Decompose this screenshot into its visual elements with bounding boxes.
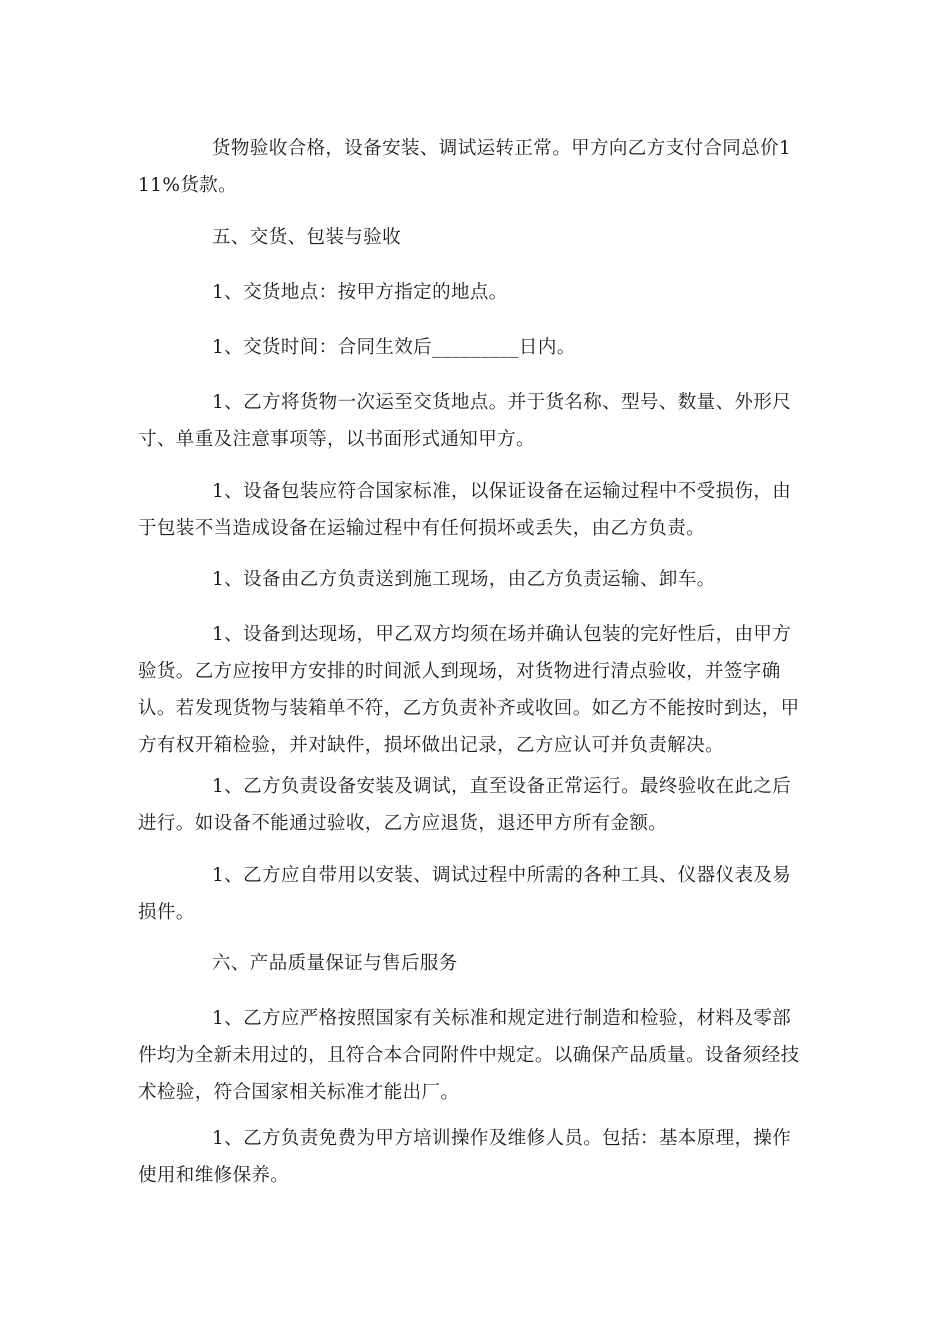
paragraph-delivery-time: 1、交货时间：合同生效后_________日内。 — [212, 337, 576, 358]
paragraph-delivery-location: 1、交货地点：按甲方指定的地点。 — [212, 282, 508, 303]
paragraph-tools: 1、乙方应自带用以安装、调试过程中所需的各种工具、仪器仪表及易损件。 — [138, 865, 792, 923]
section-heading-delivery: 五、交货、包装与验收 — [212, 227, 402, 248]
paragraph-installation: 1、乙方负责设备安装及调试，直至设备正常运行。最终验收在此之后进行。如设备不能通过验收，乙方应退货，退还甲方所有金额。 — [138, 776, 792, 834]
paragraph-packaging: 1、设备包装应符合国家标准，以保证设备在运输过程中不受损伤，由于包装不当造成设备在运输过程中有任何损坏或丢失，由乙方负责。 — [138, 481, 792, 539]
section-heading-quality: 六、产品质量保证与售后服务 — [212, 953, 458, 974]
paragraph-transport: 1、设备由乙方负责送到施工现场，由乙方负责运输、卸车。 — [212, 569, 716, 590]
paragraph-training: 1、乙方负责免费为甲方培训操作及维修人员。包括：基本原理，操作使用和维修保养。 — [138, 1128, 792, 1186]
paragraph-payment-acceptance: 货物验收合格，设备安装、调试运转正常。甲方向乙方支付合同总价111%货款。 — [138, 138, 792, 196]
paragraph-quality-standards: 1、乙方应严格按照国家有关标准和规定进行制造和检验，材料及零部件均为全新未用过的，且符合本合同附件中规定。以确保产品质量。设备须经技术检验，符合国家相关标准才能出厂。 — [138, 1008, 800, 1103]
paragraph-shipping-notice: 1、乙方将货物一次运至交货地点。并于货名称、型号、数量、外形尺寸、单重及注意事项等，以书面形式通知甲方。 — [138, 392, 792, 450]
paragraph-onsite-inspection: 1、设备到达现场，甲乙双方均须在场并确认包装的完好性后，由甲方验货。乙方应按甲方安排的时间派人到现场，对货物进行清点验收，并签字确认。若发现货物与装箱单不符，乙方负责补齐或收回。如乙方不能按时到达，甲方有权开箱检验，并对缺件，损坏做出记录，乙方应认可并负责解决。 — [138, 624, 800, 756]
